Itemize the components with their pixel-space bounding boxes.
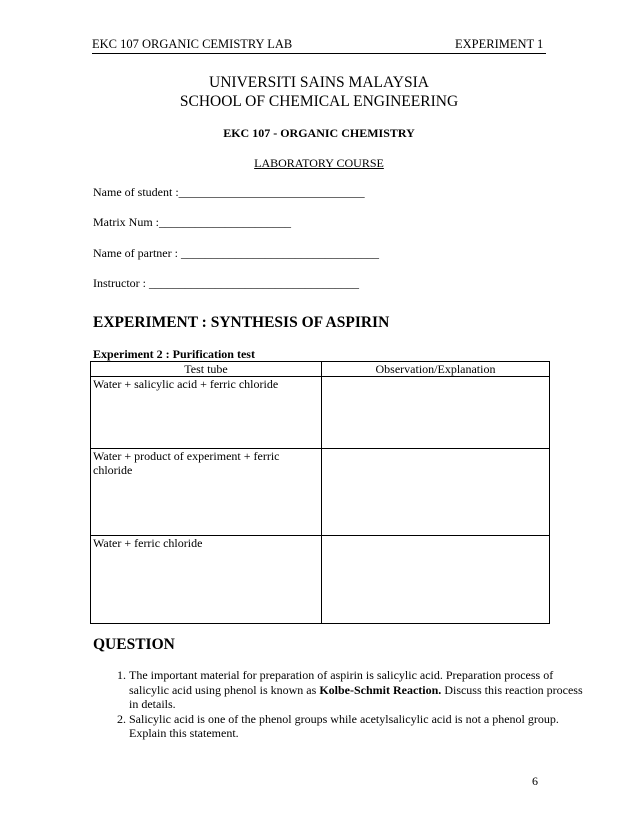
school-name: SCHOOL OF CHEMICAL ENGINEERING [179,93,459,110]
question-text: Salicylic acid is one of the phenol groups while acetylsalicylic acid is not a phenol group. Explain this statement. [129,711,559,740]
table-row [91,377,550,449]
experiment-subtitle: Experiment 2 : Purification test [93,347,255,361]
course-title: EKC 107 - ORGANIC CHEMISTRY [223,126,415,140]
question-text: The important material for preparation of aspirin is salicylic acid. Preparation process of salicylic acid using phenol is known as [129,668,554,697]
test-tube-cell: Water + salicylic acid + ferric chloride [91,377,322,449]
question-list [93,668,584,741]
page-number: 6 [532,774,538,788]
reaction-name: Kolbe-Schmit Reaction. [319,682,442,697]
list-item [129,668,584,712]
header-course-label: EKC 107 ORGANIC CEMISTRY LAB [92,37,293,51]
column-header-test-tube: Test tube [91,362,322,377]
student-name-field: Name of student :_______________________________ [93,185,365,199]
list-item [129,712,584,741]
observation-cell [322,449,550,536]
table-row [91,536,550,624]
lab-course-title: LABORATORY COURSE [254,156,384,170]
header-rule [92,53,546,54]
header-experiment-label: EXPERIMENT 1 [455,37,544,51]
matrix-number-field: Matrix Num :______________________ [93,215,291,229]
table-header-row [91,362,550,377]
experiment-title: EXPERIMENT : SYNTHESIS OF ASPIRIN [93,314,390,331]
test-tube-cell: Water + ferric chloride [91,536,322,624]
column-header-observation: Observation/Explanation [322,362,550,377]
purification-test-table [90,361,550,624]
instructor-field: Instructor : ___________________________________ [93,276,359,290]
observation-cell [322,377,550,449]
test-tube-cell: Water + product of experiment + ferric chloride [91,449,322,536]
question-heading: QUESTION [93,636,175,653]
observation-cell [322,536,550,624]
university-name: UNIVERSITI SAINS MALAYSIA [209,74,429,91]
table-row [91,449,550,536]
question-text: Discuss this reaction process in details. [129,682,583,711]
partner-name-field: Name of partner : _________________________________ [93,246,379,260]
